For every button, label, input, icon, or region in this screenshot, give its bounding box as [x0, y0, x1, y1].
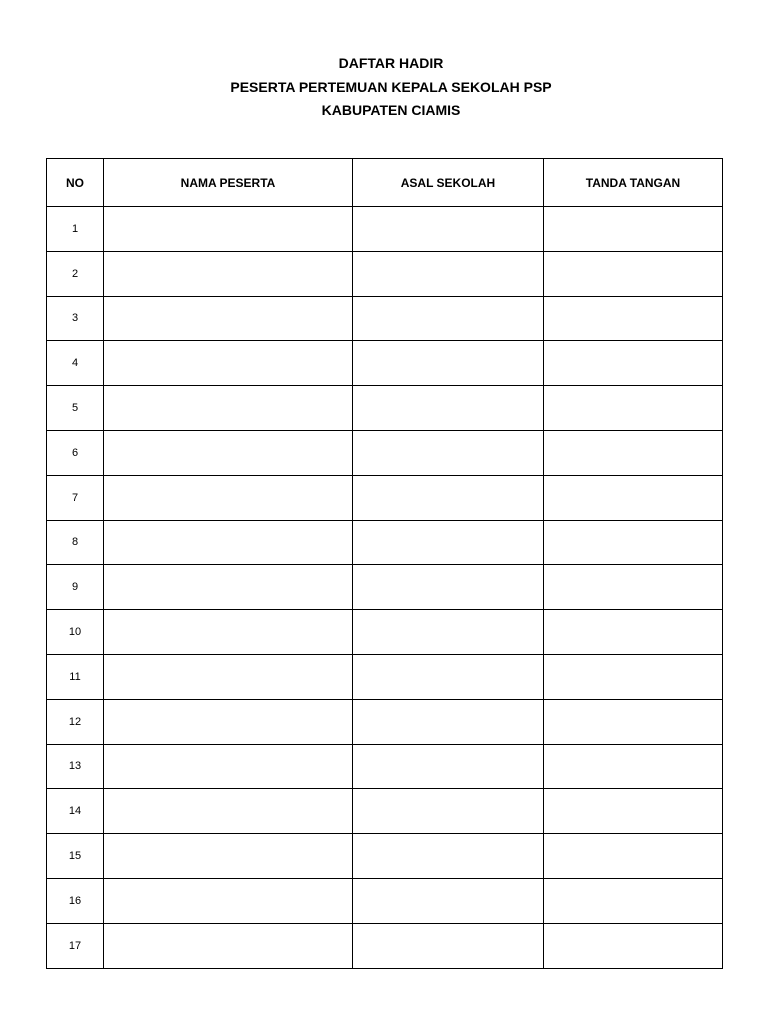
table-body	[47, 207, 723, 969]
cell-nama-peserta[interactable]	[104, 878, 353, 923]
table-row	[47, 610, 723, 655]
cell-asal-sekolah[interactable]	[353, 430, 544, 475]
table-row	[47, 923, 723, 968]
cell-no: 17	[47, 923, 104, 968]
cell-no: 8	[47, 520, 104, 565]
cell-asal-sekolah[interactable]	[353, 520, 544, 565]
cell-no: 16	[47, 878, 104, 923]
cell-tanda-tangan[interactable]	[544, 341, 723, 386]
table-row	[47, 565, 723, 610]
cell-asal-sekolah[interactable]	[353, 789, 544, 834]
cell-tanda-tangan[interactable]	[544, 789, 723, 834]
cell-nama-peserta[interactable]	[104, 565, 353, 610]
title-line-1: DAFTAR HADIR	[338, 55, 444, 71]
table-row	[47, 251, 723, 296]
cell-no: 2	[47, 251, 104, 296]
cell-tanda-tangan[interactable]	[544, 923, 723, 968]
cell-asal-sekolah[interactable]	[353, 296, 544, 341]
cell-nama-peserta[interactable]	[104, 654, 353, 699]
cell-asal-sekolah[interactable]	[353, 207, 544, 252]
cell-nama-peserta[interactable]	[104, 520, 353, 565]
title-line-3: KABUPATEN CIAMIS	[321, 102, 461, 118]
cell-asal-sekolah[interactable]	[353, 251, 544, 296]
cell-asal-sekolah[interactable]	[353, 475, 544, 520]
cell-tanda-tangan[interactable]	[544, 207, 723, 252]
title-line-2: PESERTA PERTEMUAN KEPALA SEKOLAH PSP	[230, 78, 552, 95]
cell-no: 5	[47, 386, 104, 431]
cell-nama-peserta[interactable]	[104, 386, 353, 431]
table-row	[47, 386, 723, 431]
document-title	[0, 52, 768, 123]
cell-nama-peserta[interactable]	[104, 744, 353, 789]
cell-tanda-tangan[interactable]	[544, 610, 723, 655]
cell-tanda-tangan[interactable]	[544, 834, 723, 879]
cell-nama-peserta[interactable]	[104, 207, 353, 252]
cell-tanda-tangan[interactable]	[544, 296, 723, 341]
attendance-table	[46, 158, 723, 969]
table-row	[47, 430, 723, 475]
table-row	[47, 341, 723, 386]
column-header-nama-peserta: NAMA PESERTA	[104, 159, 353, 207]
cell-tanda-tangan[interactable]	[544, 475, 723, 520]
cell-nama-peserta[interactable]	[104, 699, 353, 744]
table-row	[47, 296, 723, 341]
cell-no: 3	[47, 296, 104, 341]
cell-tanda-tangan[interactable]	[544, 251, 723, 296]
cell-asal-sekolah[interactable]	[353, 834, 544, 879]
cell-no: 11	[47, 654, 104, 699]
table-row	[47, 475, 723, 520]
cell-tanda-tangan[interactable]	[544, 386, 723, 431]
cell-asal-sekolah[interactable]	[353, 744, 544, 789]
table-row	[47, 654, 723, 699]
cell-nama-peserta[interactable]	[104, 475, 353, 520]
cell-tanda-tangan[interactable]	[544, 654, 723, 699]
table-row	[47, 878, 723, 923]
table-row	[47, 207, 723, 252]
cell-no: 10	[47, 610, 104, 655]
cell-asal-sekolah[interactable]	[353, 610, 544, 655]
cell-no: 7	[47, 475, 104, 520]
cell-no: 12	[47, 699, 104, 744]
cell-nama-peserta[interactable]	[104, 834, 353, 879]
cell-no: 4	[47, 341, 104, 386]
cell-asal-sekolah[interactable]	[353, 341, 544, 386]
cell-asal-sekolah[interactable]	[353, 699, 544, 744]
column-header-asal-sekolah: ASAL SEKOLAH	[353, 159, 544, 207]
table-row	[47, 520, 723, 565]
cell-no: 14	[47, 789, 104, 834]
cell-nama-peserta[interactable]	[104, 430, 353, 475]
cell-tanda-tangan[interactable]	[544, 430, 723, 475]
cell-asal-sekolah[interactable]	[353, 565, 544, 610]
cell-no: 15	[47, 834, 104, 879]
cell-tanda-tangan[interactable]	[544, 744, 723, 789]
cell-no: 13	[47, 744, 104, 789]
cell-tanda-tangan[interactable]	[544, 520, 723, 565]
cell-asal-sekolah[interactable]	[353, 386, 544, 431]
column-header-no: NO	[47, 159, 104, 207]
table-row	[47, 834, 723, 879]
cell-nama-peserta[interactable]	[104, 341, 353, 386]
cell-nama-peserta[interactable]	[104, 923, 353, 968]
cell-nama-peserta[interactable]	[104, 610, 353, 655]
cell-asal-sekolah[interactable]	[353, 878, 544, 923]
cell-no: 1	[47, 207, 104, 252]
cell-tanda-tangan[interactable]	[544, 565, 723, 610]
table-header-row	[47, 159, 723, 207]
cell-nama-peserta[interactable]	[104, 251, 353, 296]
table-row	[47, 789, 723, 834]
cell-no: 6	[47, 430, 104, 475]
cell-tanda-tangan[interactable]	[544, 699, 723, 744]
cell-tanda-tangan[interactable]	[544, 878, 723, 923]
cell-asal-sekolah[interactable]	[353, 923, 544, 968]
cell-no: 9	[47, 565, 104, 610]
table-row	[47, 744, 723, 789]
cell-nama-peserta[interactable]	[104, 296, 353, 341]
cell-nama-peserta[interactable]	[104, 789, 353, 834]
column-header-tanda-tangan: TANDA TANGAN	[544, 159, 723, 207]
table-row	[47, 699, 723, 744]
cell-asal-sekolah[interactable]	[353, 654, 544, 699]
